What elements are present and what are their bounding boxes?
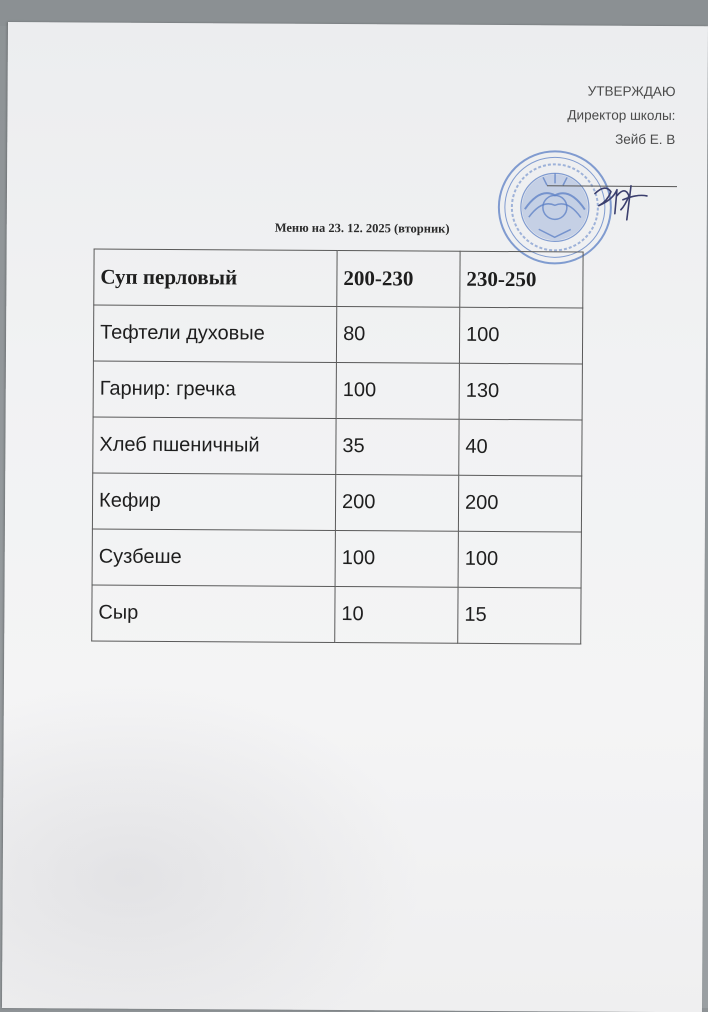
table-row — [92, 529, 581, 588]
dish-name: Хлеб пшеничный — [93, 417, 336, 474]
approval-position: Директор школы: — [567, 107, 676, 124]
dish-name: Сыр — [92, 585, 335, 642]
table-row — [93, 305, 582, 364]
menu-title: Меню на 23. 12. 2025 (вторник) — [274, 220, 450, 236]
header-portion-large: 230-250 — [460, 251, 583, 308]
paper-shadow — [2, 682, 424, 1011]
table-row — [92, 473, 581, 532]
approval-name: Зейб Е. В — [615, 131, 676, 148]
header-dish: Суп перловый — [94, 249, 337, 306]
portion-small: 10 — [335, 587, 458, 644]
portion-large: 100 — [458, 531, 581, 588]
portion-large: 100 — [459, 307, 582, 364]
portion-large: 40 — [459, 419, 582, 476]
portion-large: 130 — [459, 363, 582, 420]
dish-name: Гарнир: гречка — [93, 361, 336, 418]
dish-name: Кефир — [92, 473, 335, 530]
portion-small: 80 — [336, 307, 459, 364]
table-header-row — [94, 249, 583, 308]
menu-document — [2, 22, 708, 1012]
table-row — [92, 585, 581, 644]
portion-large: 200 — [458, 475, 581, 532]
handwritten-signature-icon — [587, 166, 657, 226]
portion-small: 35 — [336, 419, 459, 476]
portion-small: 100 — [336, 363, 459, 420]
dish-name: Тефтели духовые — [93, 305, 336, 362]
approval-block — [567, 79, 675, 152]
portion-large: 15 — [458, 587, 581, 644]
approval-title: УТВЕРЖДАЮ — [587, 83, 676, 100]
portion-small: 100 — [335, 531, 458, 588]
table-row — [93, 361, 582, 420]
menu-table — [91, 249, 583, 645]
header-portion-small: 200-230 — [337, 251, 460, 308]
portion-small: 200 — [335, 475, 458, 532]
table-row — [93, 417, 582, 476]
dish-name: Сузбеше — [92, 529, 335, 586]
